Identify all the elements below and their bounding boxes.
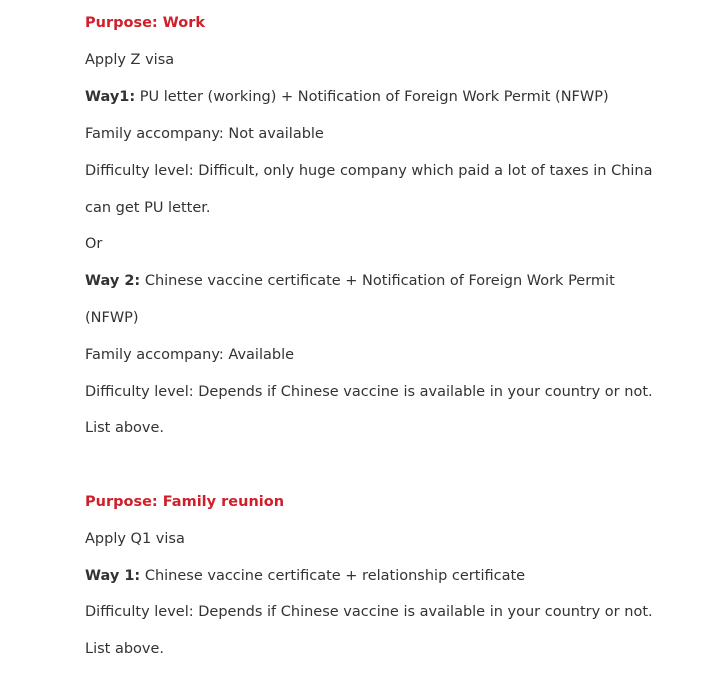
- work-way1: [85, 87, 609, 107]
- work-difficulty-2-line2: List above.: [85, 420, 165, 436]
- family-way1: [85, 566, 525, 586]
- work-difficulty-1-line1: Difficulty level: Difficult, only huge company which paid a lot of taxes in China: [85, 163, 653, 179]
- work-or: Or: [85, 236, 103, 252]
- work-family-accompany-1: Family accompany: Not available: [85, 126, 324, 142]
- work-way2: [85, 271, 615, 291]
- work-difficulty-1-line2: can get PU letter.: [85, 200, 211, 216]
- work-way2-label: Way 2:: [85, 273, 141, 289]
- family-way1-text: Chinese vaccine certificate + relationship certificate: [140, 568, 526, 584]
- family-apply-visa: Apply Q1 visa: [85, 531, 185, 547]
- work-family-accompany-2: Family accompany: Available: [85, 347, 295, 363]
- family-difficulty-line2: List above.: [85, 641, 165, 657]
- work-apply-visa: Apply Z visa: [85, 52, 175, 68]
- work-heading: Purpose: Work: [85, 15, 205, 31]
- work-way1-text: PU letter (working) + Notification of Foreign Work Permit (NFWP): [135, 89, 609, 105]
- work-way2-line2: (NFWP): [85, 310, 139, 326]
- family-way1-label: Way 1:: [85, 568, 141, 584]
- work-way1-label: Way1:: [85, 89, 136, 105]
- family-heading: Purpose: Family reunion: [85, 494, 285, 510]
- family-difficulty-line1: Difficulty level: Depends if Chinese vaccine is available in your country or not.: [85, 604, 653, 620]
- work-difficulty-2-line1: Difficulty level: Depends if Chinese vaccine is available in your country or not.: [85, 384, 653, 400]
- work-way2-text: Chinese vaccine certificate + Notification of Foreign Work Permit: [140, 273, 615, 289]
